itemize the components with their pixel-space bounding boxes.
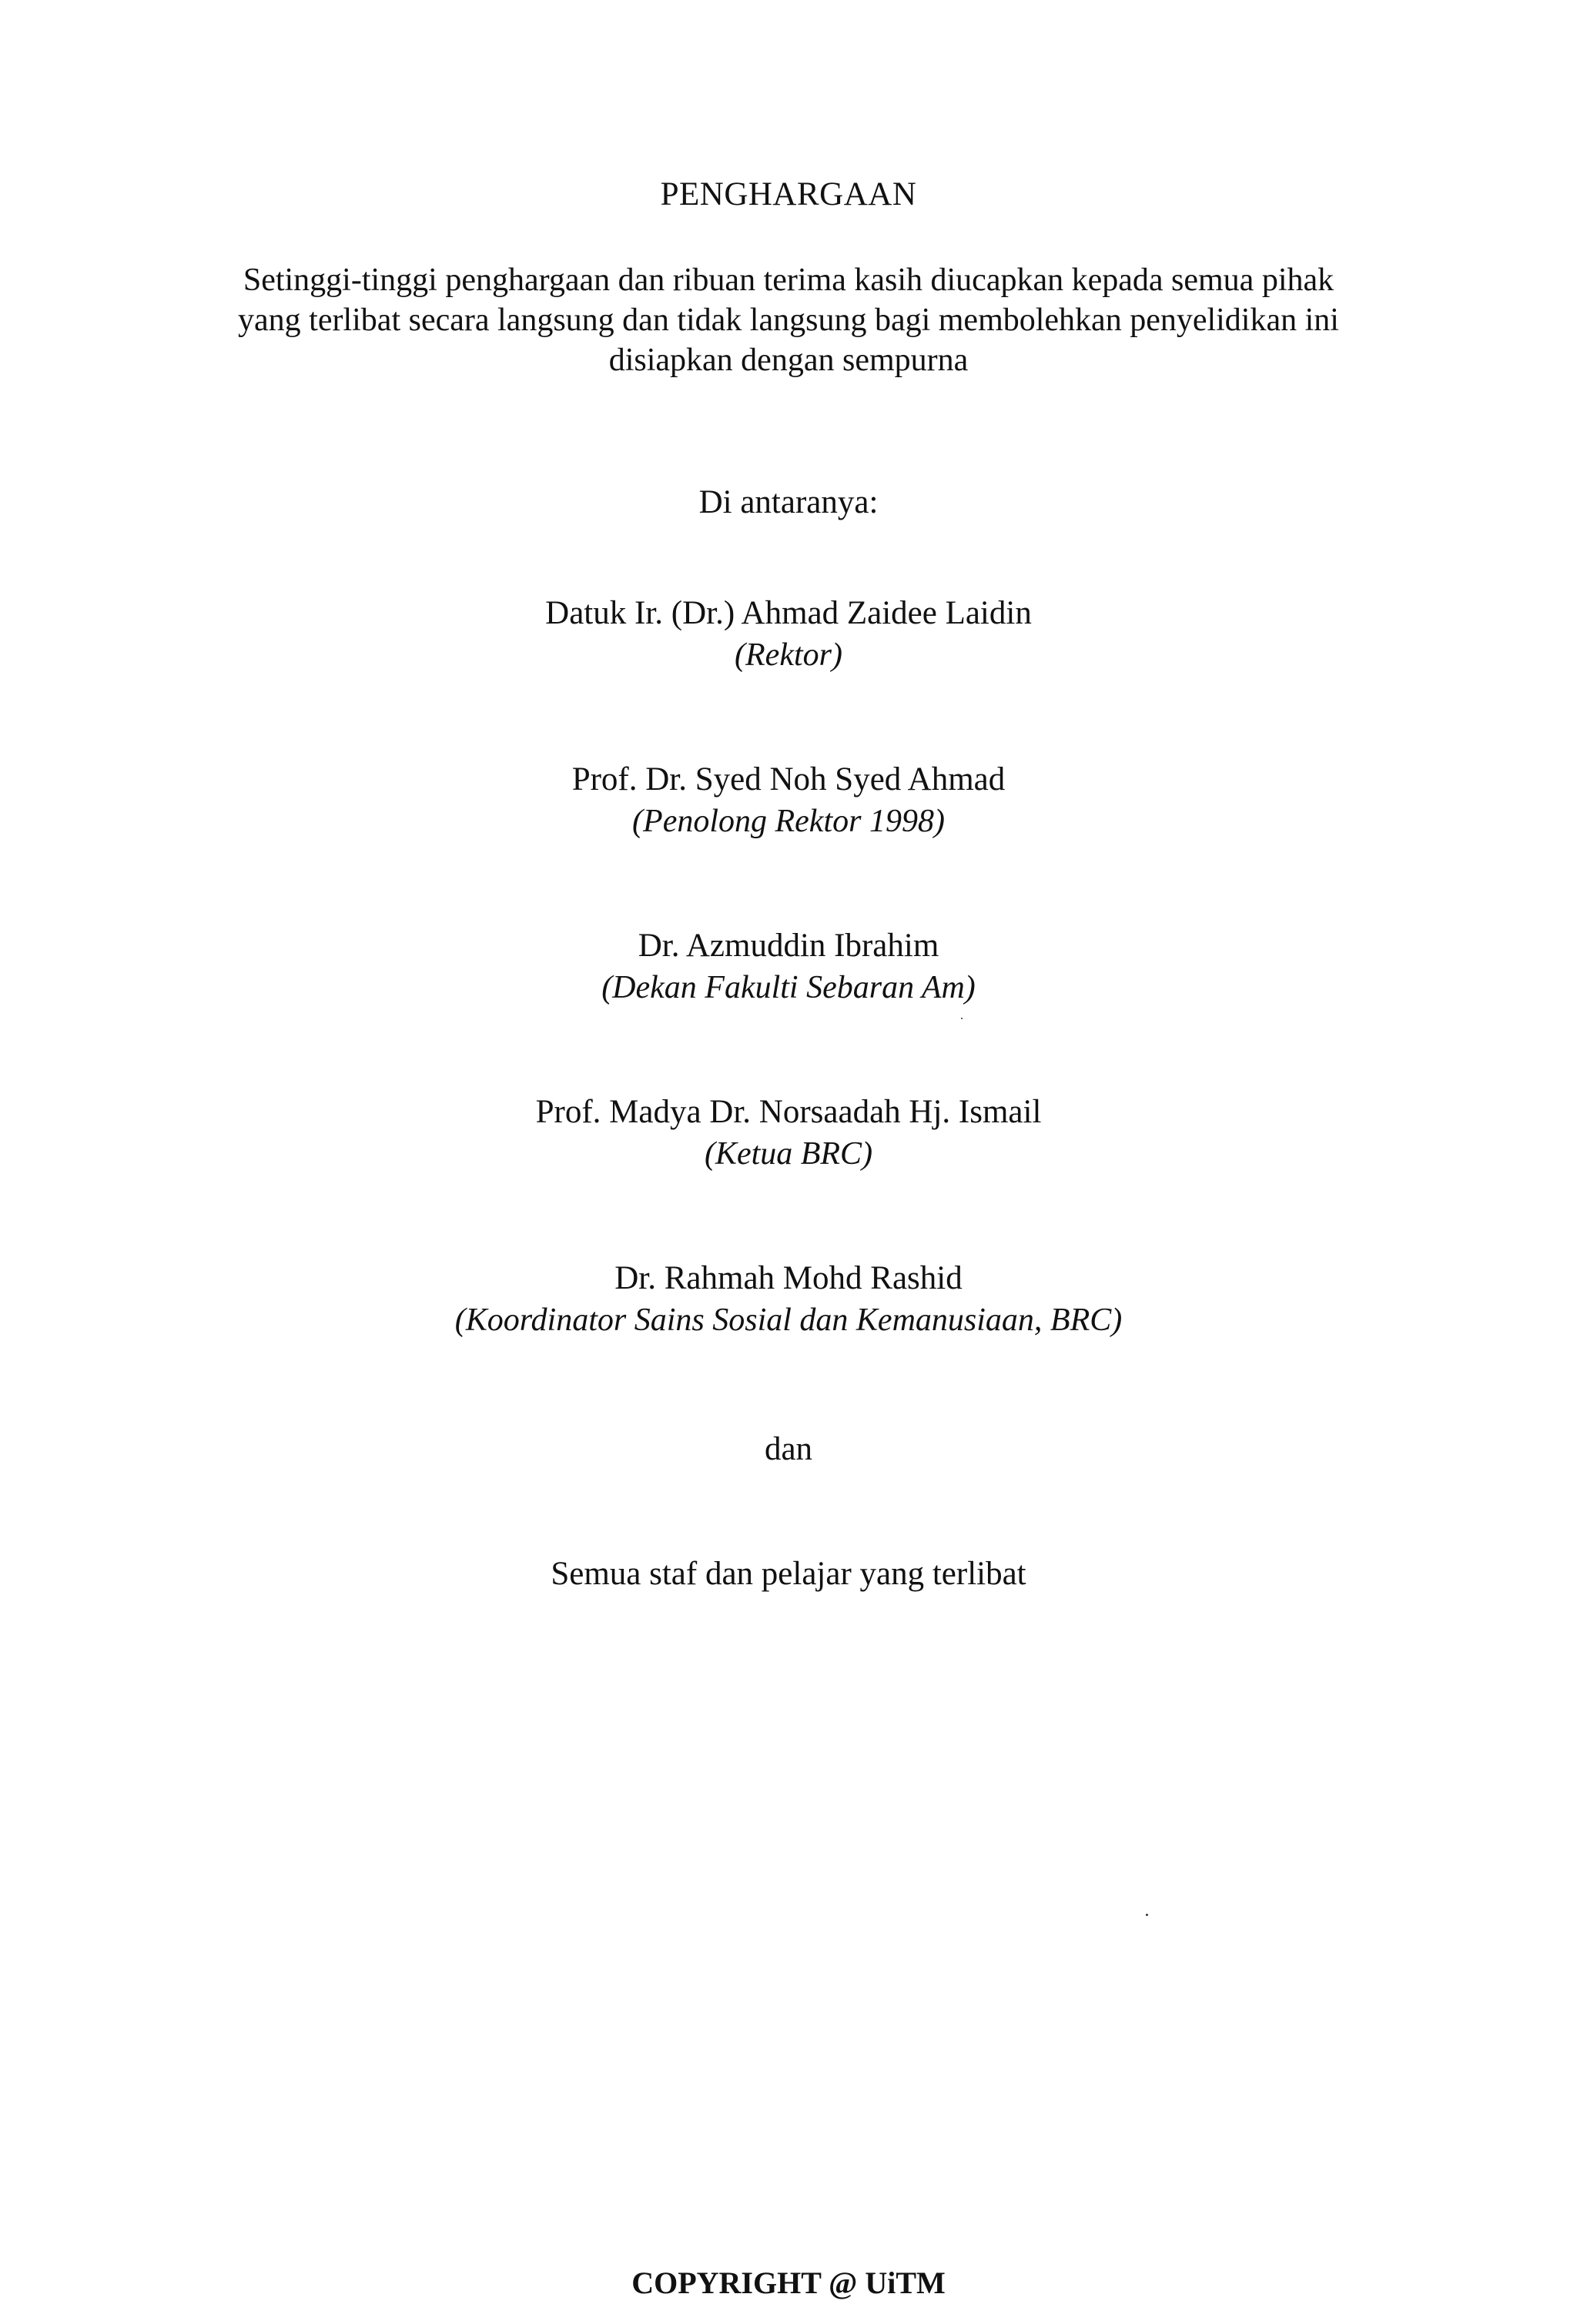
- page-title: PENGHARGAAN: [660, 176, 917, 212]
- person-role: (Ketua BRC): [704, 1136, 873, 1172]
- scan-speck: [1146, 1914, 1148, 1916]
- copyright-footer: COPYRIGHT @ UiTM: [631, 2265, 946, 2300]
- acknowledged-person: [0, 1092, 1577, 1175]
- person-role: (Koordinator Sains Sosial dan Kemanusiaan, BRC): [454, 1302, 1123, 1338]
- scan-speck: [961, 1018, 963, 1019]
- connector-text: dan: [764, 1431, 813, 1467]
- intro-line: disiapkan dengan sempurna: [608, 343, 969, 378]
- person-name: Datuk Ir. (Dr.) Ahmad Zaidee Laidin: [545, 595, 1032, 631]
- acknowledged-person: [0, 759, 1577, 842]
- person-role: (Rektor): [735, 637, 842, 673]
- lead-in-text: Di antaranya:: [698, 484, 879, 520]
- person-name: Prof. Dr. Syed Noh Syed Ahmad: [571, 761, 1006, 798]
- person-name: Prof. Madya Dr. Norsaadah Hj. Ismail: [535, 1094, 1042, 1130]
- person-name: Dr. Azmuddin Ibrahim: [638, 928, 939, 964]
- acknowledged-person: [0, 593, 1577, 676]
- acknowledged-person: [0, 925, 1577, 1008]
- intro-line: Setinggi-tinggi penghargaan dan ribuan terima kasih diucapkan kepada semua pihak: [243, 262, 1334, 298]
- acknowledged-person: [0, 1258, 1577, 1341]
- intro-line: yang terlibat secara langsung dan tidak langsung bagi membolehkan penyelidikan ini: [238, 303, 1339, 338]
- person-role: (Dekan Fakulti Sebaran Am): [601, 970, 976, 1005]
- person-name: Dr. Rahmah Mohd Rashid: [614, 1260, 963, 1296]
- intro-paragraph: [0, 260, 1577, 380]
- closing-line: Semua staf dan pelajar yang terlibat: [551, 1556, 1026, 1592]
- person-role: (Penolong Rektor 1998): [632, 804, 945, 839]
